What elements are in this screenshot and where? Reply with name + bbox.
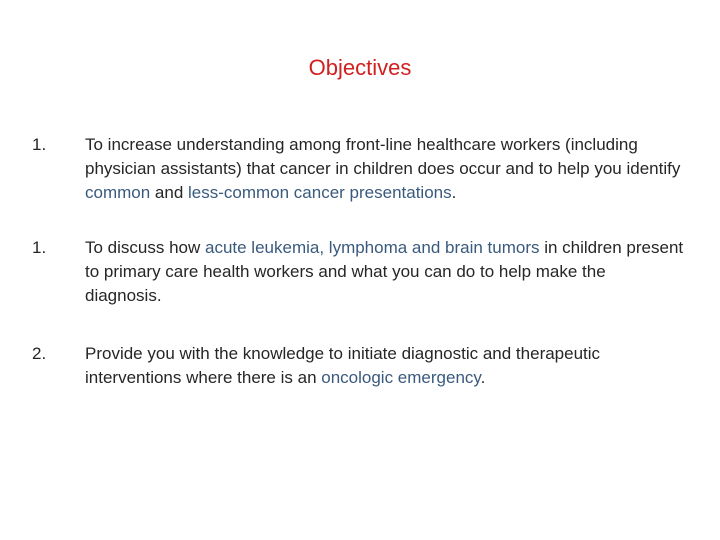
objective-text [85,236,685,308]
objective-number: 1. [32,238,47,257]
objective-number: 1. [32,135,47,154]
highlighted-term: oncologic emergency [321,368,481,387]
objective-number: 2. [32,344,47,363]
objective-text [85,342,685,390]
objective-text [85,133,685,205]
slide-title: Objectives [308,55,412,80]
objective-text-segment: To increase understanding among front-line healthcare workers (including physician assistants) that cancer in children does occur and to help you identify [85,135,681,178]
objective-text-segment: and [150,183,188,202]
highlighted-term: common [85,183,151,202]
objective-text-segment: . [451,183,457,202]
highlighted-term: less-common cancer presentations [188,183,452,202]
objective-text-segment: To discuss how [85,238,205,257]
objective-text-segment: Provide you with the knowledge to initiate diagnostic and therapeutic interventions where there is an [85,344,601,387]
objective-text-segment: . [480,368,486,387]
highlighted-term: acute leukemia, lymphoma and brain tumors [205,238,540,257]
objective-text-segment: in children present to primary care health workers and what you can do to help make the diagnosis. [85,238,684,305]
